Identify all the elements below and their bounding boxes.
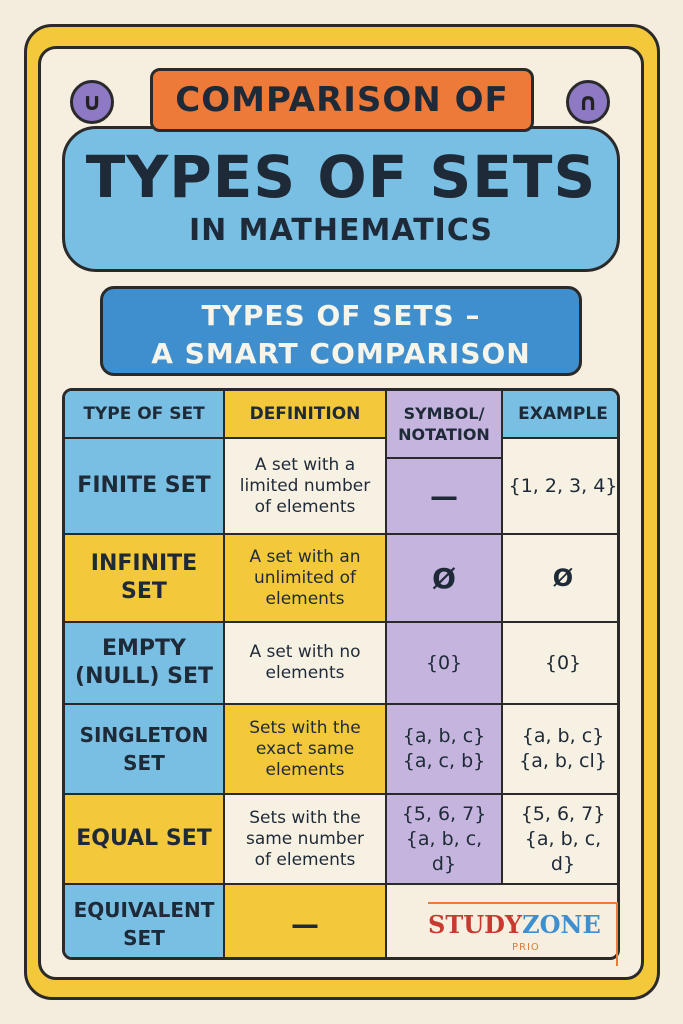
row-type: EMPTY (NULL) SET: [65, 623, 225, 705]
section-title-line2: A SMART COMPARISON: [151, 337, 531, 370]
row-example: {1, 2, 3, 4}: [503, 439, 620, 535]
section-banner: [100, 286, 582, 376]
top-label: COMPARISON OF: [175, 80, 509, 120]
title-banner: [62, 126, 620, 272]
logo-small: PRIO: [512, 942, 540, 953]
header-symbol: SYMBOL/ NOTATION: [387, 391, 503, 459]
intersection-symbol-icon: [566, 80, 610, 124]
header-definition: DEFINITION: [225, 391, 387, 439]
header-example: EXAMPLE: [503, 391, 620, 439]
row-definition: A set with an unlimited of elements: [225, 535, 387, 623]
header-type: TYPE OF SET: [65, 391, 225, 439]
row-symbol: {0}: [387, 623, 503, 705]
row-definition: A set with no elements: [225, 623, 387, 705]
top-label-banner: [150, 68, 534, 132]
logo-part1: STUDY: [428, 910, 523, 939]
row-example: {a, b, c} {a, b, cl}: [503, 705, 620, 795]
logo-text: [428, 910, 601, 939]
page-subtitle: IN MATHEMATICS: [188, 213, 494, 248]
row-symbol: {a, b, c} {a, c, b}: [387, 705, 503, 795]
row-example: Ø: [503, 535, 620, 623]
row-type: SINGLETON SET: [65, 705, 225, 795]
row-symbol: —: [387, 459, 503, 535]
page-title: TYPES OF SETS: [85, 143, 597, 211]
union-symbol: ∪: [82, 88, 102, 116]
row-definition: —: [225, 885, 387, 960]
section-title-line1: TYPES OF SETS –: [201, 299, 481, 332]
row-type: INFINITE SET: [65, 535, 225, 623]
row-symbol: {5, 6, 7} {a, b, c, d}: [387, 795, 503, 885]
logo-part2: ZONE: [522, 910, 601, 939]
union-symbol-icon: [70, 80, 114, 124]
row-example: {5, 6, 7} {a, b, c, d}: [503, 795, 620, 885]
row-type: EQUAL SET: [65, 795, 225, 885]
row-symbol: Ø: [387, 535, 503, 623]
row-definition: A set with a limited number of elements: [225, 439, 387, 535]
intersection-symbol: ∩: [578, 88, 598, 116]
comparison-table: [62, 388, 620, 960]
row-definition: Sets with the same number of elements: [225, 795, 387, 885]
studyzone-logo: [428, 902, 618, 966]
row-type: EQUIVALENT SET: [65, 885, 225, 960]
row-example: {0}: [503, 623, 620, 705]
row-type: FINITE SET: [65, 439, 225, 535]
row-definition: Sets with the exact same elements: [225, 705, 387, 795]
